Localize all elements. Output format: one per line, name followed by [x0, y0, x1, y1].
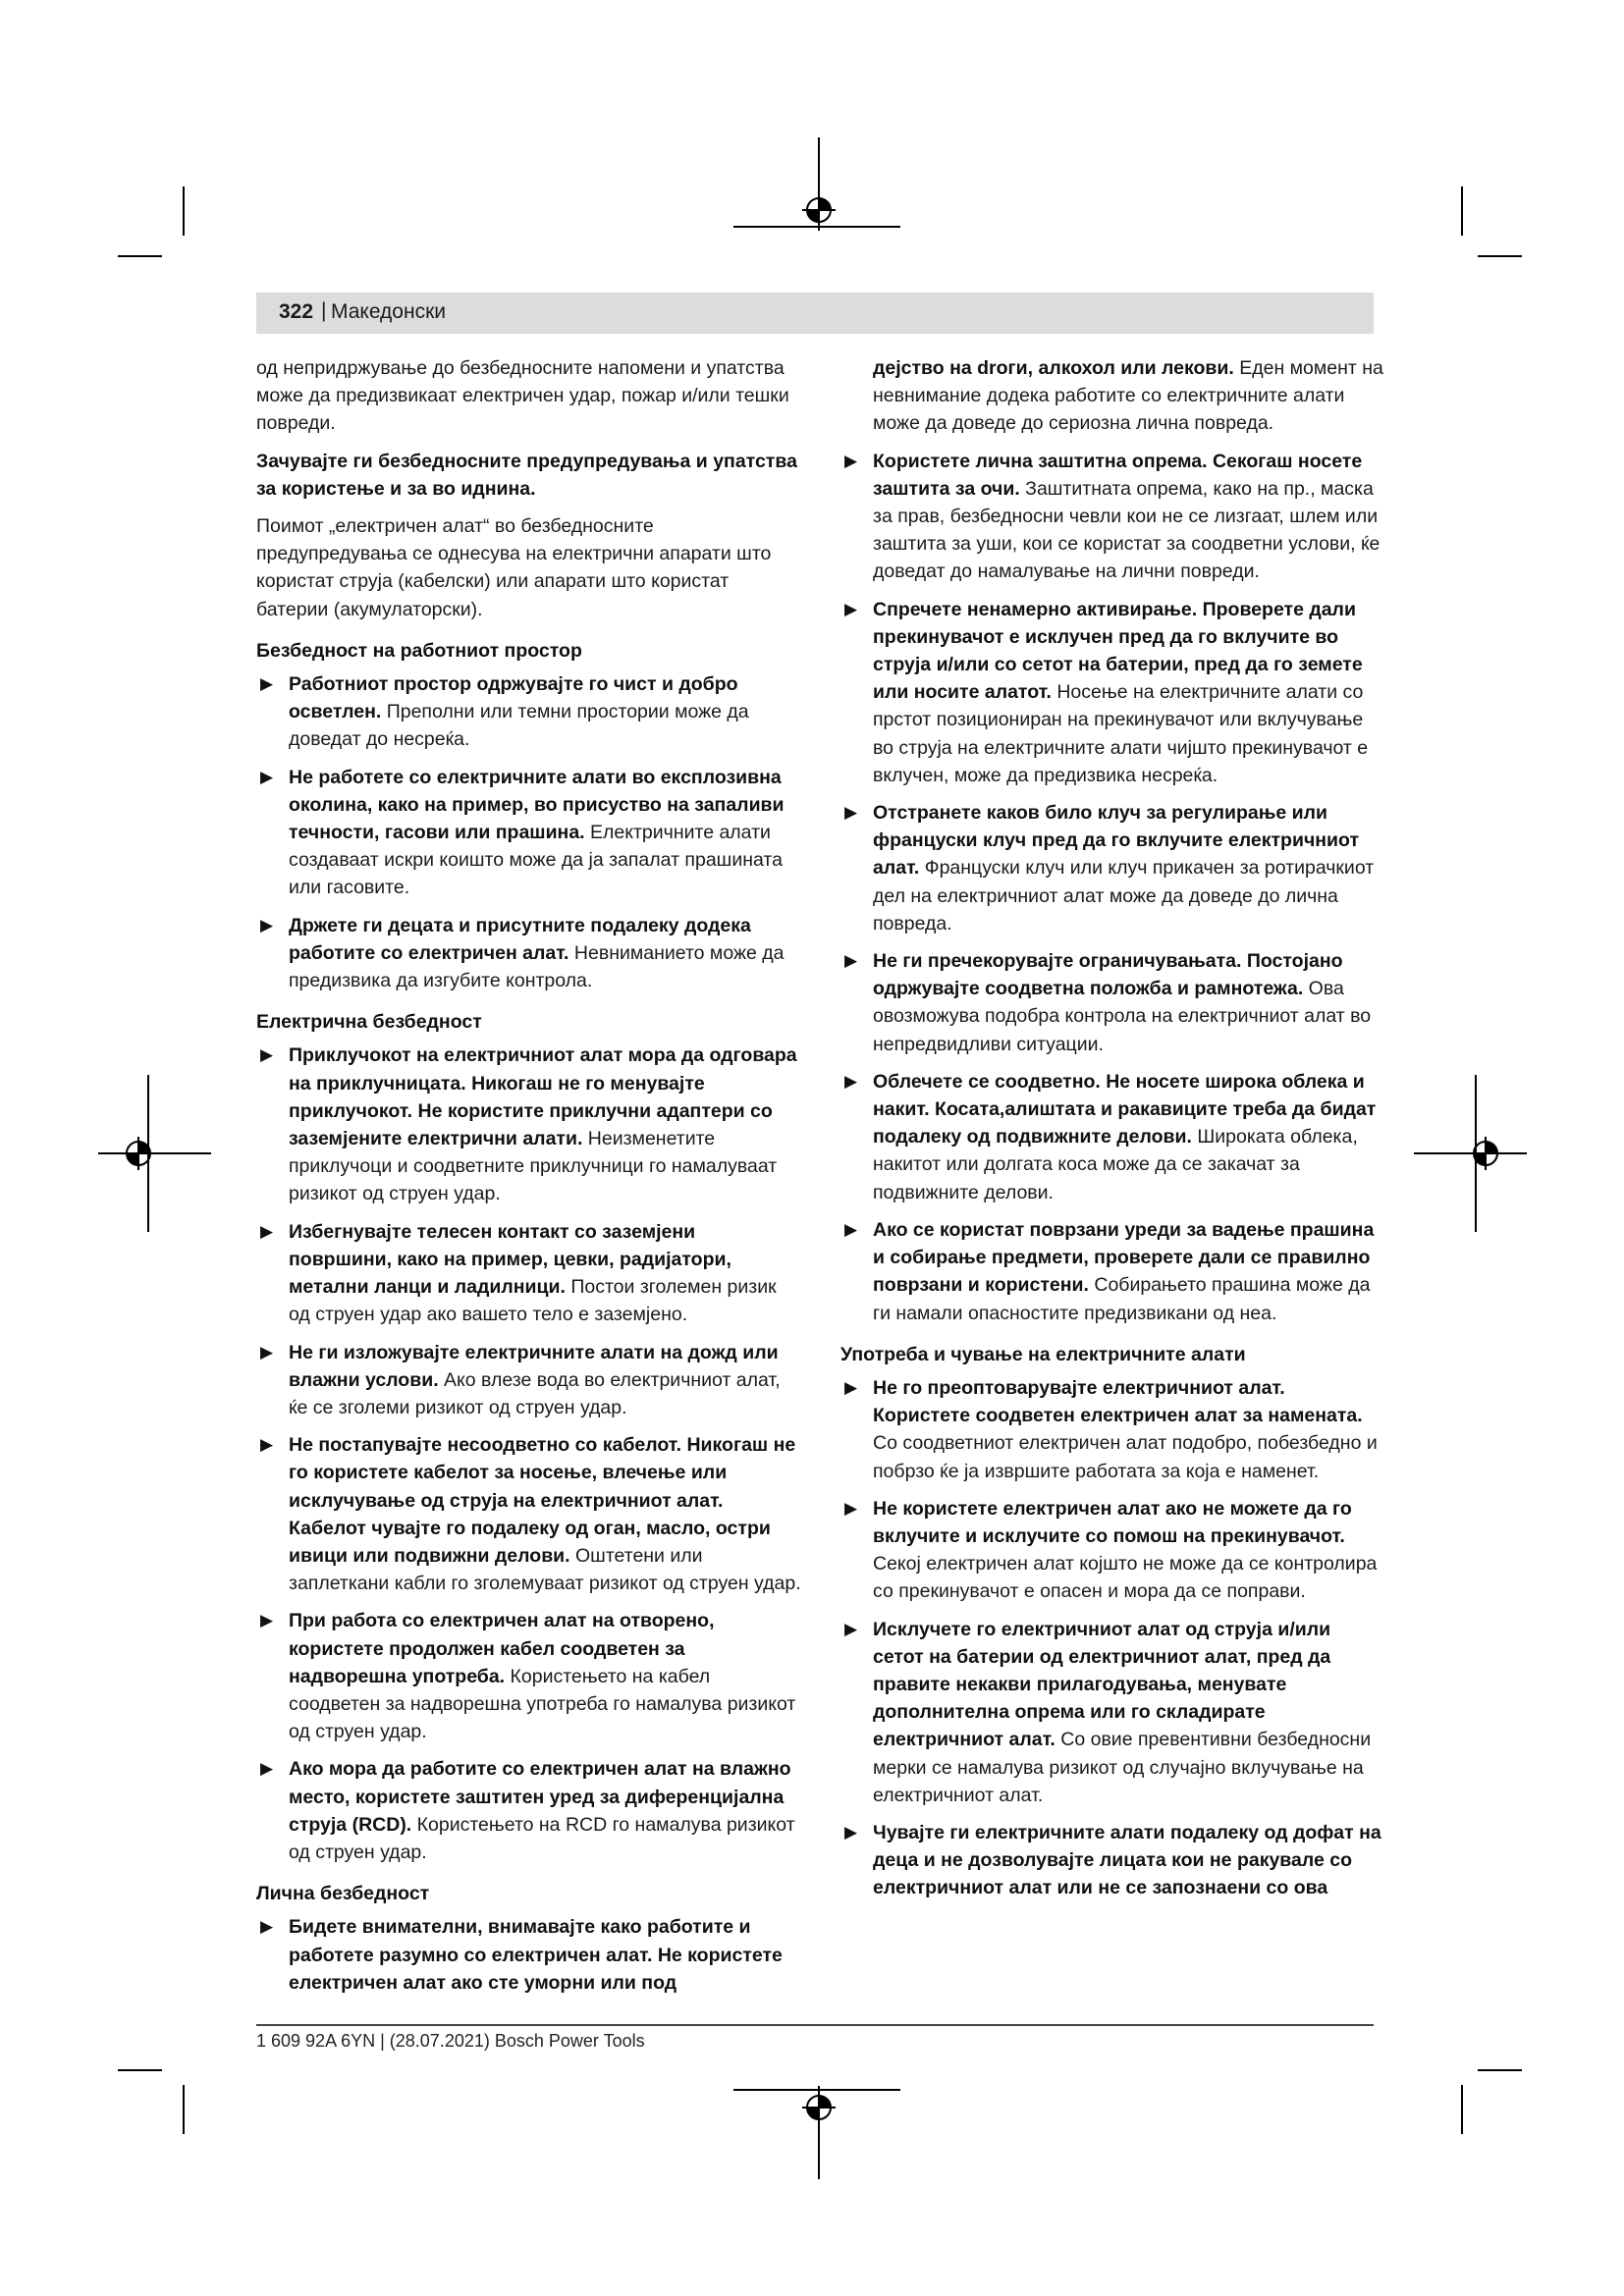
bullet-arrow-icon: ▶: [260, 1045, 274, 1065]
bullet-arrow-icon: ▶: [260, 1759, 274, 1779]
bullet-arrow-icon: ▶: [844, 1619, 858, 1638]
right-column: [840, 354, 1386, 1912]
list-item: ▶ Не ги пречекорувајте ограничувањата. Постојано одржувајте соодветна положба и рамнотежа. Ова овозможува подобра контрола на електричниот алат во непредвидливи ситуации.: [840, 947, 1386, 1058]
section-heading-personal: Лична безбедност: [256, 1883, 430, 1905]
bullet-arrow-icon: ▶: [844, 803, 858, 823]
list-item: ▶ Спречете ненамерно активирање. Проверете дали прекинувачот е исклучен пред да го вклучите во струја и/или со сетот на батерии, пред да го земете или носите алатот. Носење на електричните алати со прстот позициониран на прекинувачот или вклучување во струја на електричните алати чијшто прекинувачот е вклучен, може да предизвика несреќа.: [840, 596, 1386, 789]
page-number: 322: [279, 300, 314, 323]
list-item: ▶ Не постапувајте несоодветно со кабелот. Никогаш не го користете кабелот за носење, влечење или исклучување од струја на електричниот алат. Кабелот чувајте го подалеку од оган, масло, остри ивици или подвижни делови. Оштетени или заплеткани кабли го зголемуваат ризикот од струен удар.: [256, 1431, 802, 1597]
bullet-arrow-icon: ▶: [260, 915, 274, 934]
section-heading-electrical: Електрична безбедност: [256, 1011, 482, 1034]
list-item: ▶ Отстранете каков било клуч за регулирање или француски клуч пред да го вклучите електричниот алат. Француски клуч или клуч прикачен за ротирачкиот дел на електричниот алат може да доведе до лична повреда.: [840, 799, 1386, 937]
bullet-arrow-icon: ▶: [260, 1917, 274, 1937]
bullet-arrow-icon: ▶: [844, 1822, 858, 1842]
registration-mark-icon: [802, 2091, 836, 2124]
crop-mark: [1478, 2069, 1522, 2071]
section-heading-work-area: Безбедност на работниот простор: [256, 639, 582, 662]
crop-mark: [183, 187, 185, 236]
list-item: ▶ При работа со електричен алат на отворено, користете продолжен кабел соодветен за надворешна употреба. Користењето на кабел соодветен за надворешна употреба го намалува ризикот од струен удар.: [256, 1607, 802, 1745]
list-item: ▶ Работниот простор одржувајте го чист и добро осветлен. Преполни или темни простории може да доведат до несреќа.: [256, 670, 802, 754]
bullet-arrow-icon: ▶: [260, 1611, 274, 1630]
page-language: Македонски: [331, 300, 446, 323]
list-item: ▶ Не ги изложувајте електричните алати на дожд или влажни услови. Ако влезе вода во електричниот алат, ќе се зголеми ризикот од струен удар.: [256, 1339, 802, 1422]
list-item: ▶ Користете лична заштитна опрема. Секогаш носете заштита за очи. Заштитната опрема, како на пр., маска за прав, безбедносни чевли кои не се лизгаат, шлем или заштита за уши, кои се користат за соодветни услови, ќе доведат до намалување на лични повреди.: [840, 448, 1386, 586]
list-item: ▶ Не работете со електричните алати во експлозивна околина, како на пример, во присуство на запаливи течности, гасови или прашина. Електричните алати создаваат искри коишто може да ја запалат прашината или гасовите.: [256, 764, 802, 902]
list-item: ▶ Приклучокот на електричниот алат мора да одговара на приклучницата. Никогаш не го менувајте приклучокот. Не користите приклучни адаптери со заземјените електрични алати. Неизменетите приклучоци и соодветните приклучници го намалуваат ризикот од струен удар.: [256, 1041, 802, 1207]
registration-mark-icon: [1469, 1137, 1502, 1170]
section-heading-use-care: Употреба и чување на електричните алати: [840, 1343, 1246, 1365]
footer-rule: [256, 2024, 1374, 2026]
intro-text: од непридржување до безбедносните напомени и упатства може да предизвикаат електричен удар, пожар и/или тешки повреди.: [256, 357, 789, 435]
list-item: ▶ Облечете се соодветно. Не носете широка облека и накит. Косата,алиштата и ракавиците треба да бидат подалеку од подвижните делови. Широката облека, накитот или долгата коса може да се закачат за подвижните делови.: [840, 1068, 1386, 1206]
term-definition: Поимот „електричен алат“ во безбедносните предупредувања се однесува на електрични апарати што користат струја (кабелски) или апарати што користат батерии (акумулаторски).: [256, 515, 772, 620]
bullet-arrow-icon: ▶: [844, 1377, 858, 1397]
bullet-arrow-icon: ▶: [260, 767, 274, 786]
crop-mark: [118, 2069, 162, 2071]
list-item: ▶ Ако се користат поврзани уреди за вадење прашина и собирање предмети, проверете дали се правилно поврзани и користени. Собирањето прашина може да ги намали опасностите предизвикани од неа.: [840, 1216, 1386, 1327]
bullet-arrow-icon: ▶: [844, 451, 858, 470]
list-item-continuation: дејство на droги, алкохол или лекови. Еден момент на невнимание додека работите со електричните алати може да доведе до сериозна лична повреда.: [873, 357, 1383, 435]
bullet-arrow-icon: ▶: [260, 674, 274, 694]
bullet-arrow-icon: ▶: [844, 1219, 858, 1239]
crop-mark: [1461, 187, 1463, 236]
list-item: ▶ Не го преоптоварувајте електричниот алат. Користете соодветен електричен алат за намената. Со соодветниот електричен алат подобро, побезбедно и побрзо ќе ја извршите работата за која е наменет.: [840, 1374, 1386, 1485]
list-item: ▶ Не користете електричен алат ако не можете да го вклучите и исклучите со помош на прекинувачот. Секој електричен алат којшто не може да се контролира со прекинувачот е опасен и мора да се поправи.: [840, 1495, 1386, 1606]
bullet-arrow-icon: ▶: [260, 1435, 274, 1455]
left-column: [256, 354, 802, 2006]
crop-mark: [183, 2085, 185, 2134]
list-item: ▶ Исклучете го електричниот алат од струја и/или сетот на батерии од електричниот алат, пред да правите некакви прилагодувања, менувате дополнителна опрема или го складирате електричниот алат. Со овие превентивни безбедносни мерки се намалува ризикот од случајно вклучување на електричниот алат.: [840, 1616, 1386, 1809]
bullet-arrow-icon: ▶: [844, 1498, 858, 1518]
footer-text: 1 609 92A 6YN | (28.07.2021) Bosch Power Tools: [256, 2031, 645, 2051]
crop-mark: [118, 255, 162, 257]
bullet-arrow-icon: ▶: [844, 951, 858, 971]
bullet-arrow-icon: ▶: [260, 1342, 274, 1362]
list-item: ▶ Ако мора да работите со електричен алат на влажно место, користете заштитен уред за диференцијална струја (RCD). Користењето на RCD го намалува ризикот од струен удар.: [256, 1755, 802, 1866]
crop-mark: [1461, 2085, 1463, 2134]
bullet-arrow-icon: ▶: [260, 1221, 274, 1241]
list-item: ▶ Бидете внимателни, внимавајте како работите и работете разумно со електричен алат. Не користете електричен алат ако сте уморни или под: [256, 1913, 802, 1997]
header-separator: |: [321, 299, 327, 322]
crop-mark: [1478, 255, 1522, 257]
keep-warnings-text: Зачувајте ги безбедносните предупредувања и упатства за користење и за во иднина.: [256, 450, 797, 500]
list-item: ▶ Чувајте ги електричните алати подалеку од дофат на деца и не дозволувајте лицата кои не ракувале со електричниот алат или не се запознаени со ова: [840, 1819, 1386, 1902]
registration-mark-icon: [122, 1137, 155, 1170]
list-item: ▶ Држете ги децата и присутните подалеку додека работите со електричен алат. Невниманието може да предизвика да изгубите контрола.: [256, 912, 802, 995]
bullet-arrow-icon: ▶: [844, 599, 858, 618]
registration-mark-icon: [802, 193, 836, 227]
bullet-arrow-icon: ▶: [844, 1071, 858, 1091]
list-item: ▶ Избегнувајте телесен контакт со заземјени површини, како на пример, цевки, радијатори, метални ланци и ладилници. Постои зголемен ризик од струен удар ако вашето тело е заземјено.: [256, 1218, 802, 1329]
